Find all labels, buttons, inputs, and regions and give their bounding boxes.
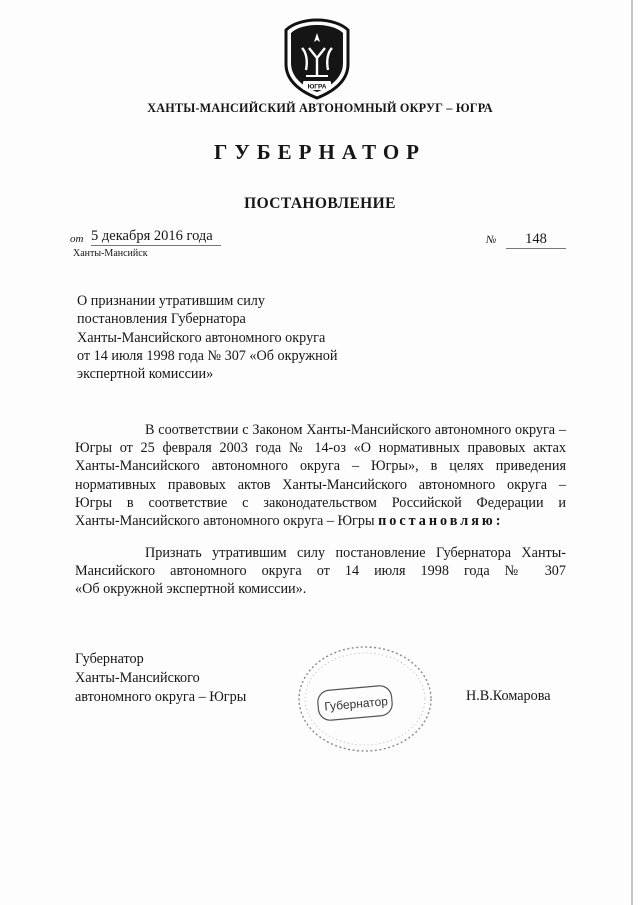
paragraph-line: Югры в соответствие с законодательством Российской Федерации и (75, 494, 566, 511)
document-city: Ханты-Мансийск (73, 248, 148, 259)
document-number: 148 (506, 231, 566, 249)
subject-line: Ханты-Мансийского автономного округа (77, 329, 326, 346)
document-subject (77, 292, 407, 383)
organization-name: ХАНТЫ-МАНСИЙСКИЙ АВТОНОМНЫЙ ОКРУГ – ЮГРА (147, 101, 493, 115)
subject-line: экспертной комиссии» (77, 366, 214, 383)
paragraph-line: Югры от 25 февраля 2003 года № 14-оз «О нормативных правовых актах (75, 440, 566, 457)
paragraph-line: Признать утратившим силу постановление Губернатора Ханты- (145, 545, 566, 561)
stamp-label: Губернатор (323, 694, 389, 714)
paragraph-line: нормативных правовых актов Ханты-Мансийского автономного округа – (75, 476, 566, 493)
subject-line: от 14 июля 1998 года № 307 «Об окружной (77, 347, 338, 364)
document-type: ПОСТАНОВЛЕНИЕ (244, 195, 396, 212)
signatory-name: Н.В.Комарова (466, 688, 551, 704)
emblem-label: ЮГРА (307, 83, 327, 91)
document-date: 5 декабря 2016 года (91, 228, 221, 246)
paragraph-line (75, 512, 566, 530)
official-stamp (290, 640, 440, 758)
date-prefix: от (70, 233, 84, 245)
paragraph-line: «Об окружной экспертной комиссии». (75, 581, 307, 598)
number-prefix: № (486, 234, 497, 246)
paragraph-last-line: Ханты-Мансийского автономного округа – Югры (75, 513, 375, 530)
position-line: Ханты-Мансийского (75, 670, 200, 686)
coat-of-arms-emblem (282, 18, 352, 100)
paragraph-line: В соответствии с Законом Ханты-Мансийского автономного округа – (145, 422, 566, 438)
position-line: автономного округа – Югры (75, 689, 247, 705)
page-edge (631, 0, 633, 905)
signatory-position (75, 650, 246, 707)
position-line: Губернатор (75, 651, 144, 667)
paragraph-line: Мансийского автономного округа от 14 июля 1998 года № 307 (75, 563, 566, 580)
paragraph-line: Ханты-Мансийского автономного округа – Югры», в целях приведения (75, 458, 566, 475)
authority-title: ГУБЕРНАТОР (213, 140, 427, 164)
preamble-paragraph (75, 421, 566, 530)
decree-word: постановляю: (378, 513, 504, 530)
subject-line: О признании утратившим силу (77, 293, 265, 309)
decree-paragraph (75, 544, 566, 599)
subject-line: постановления Губернатора (77, 311, 246, 328)
